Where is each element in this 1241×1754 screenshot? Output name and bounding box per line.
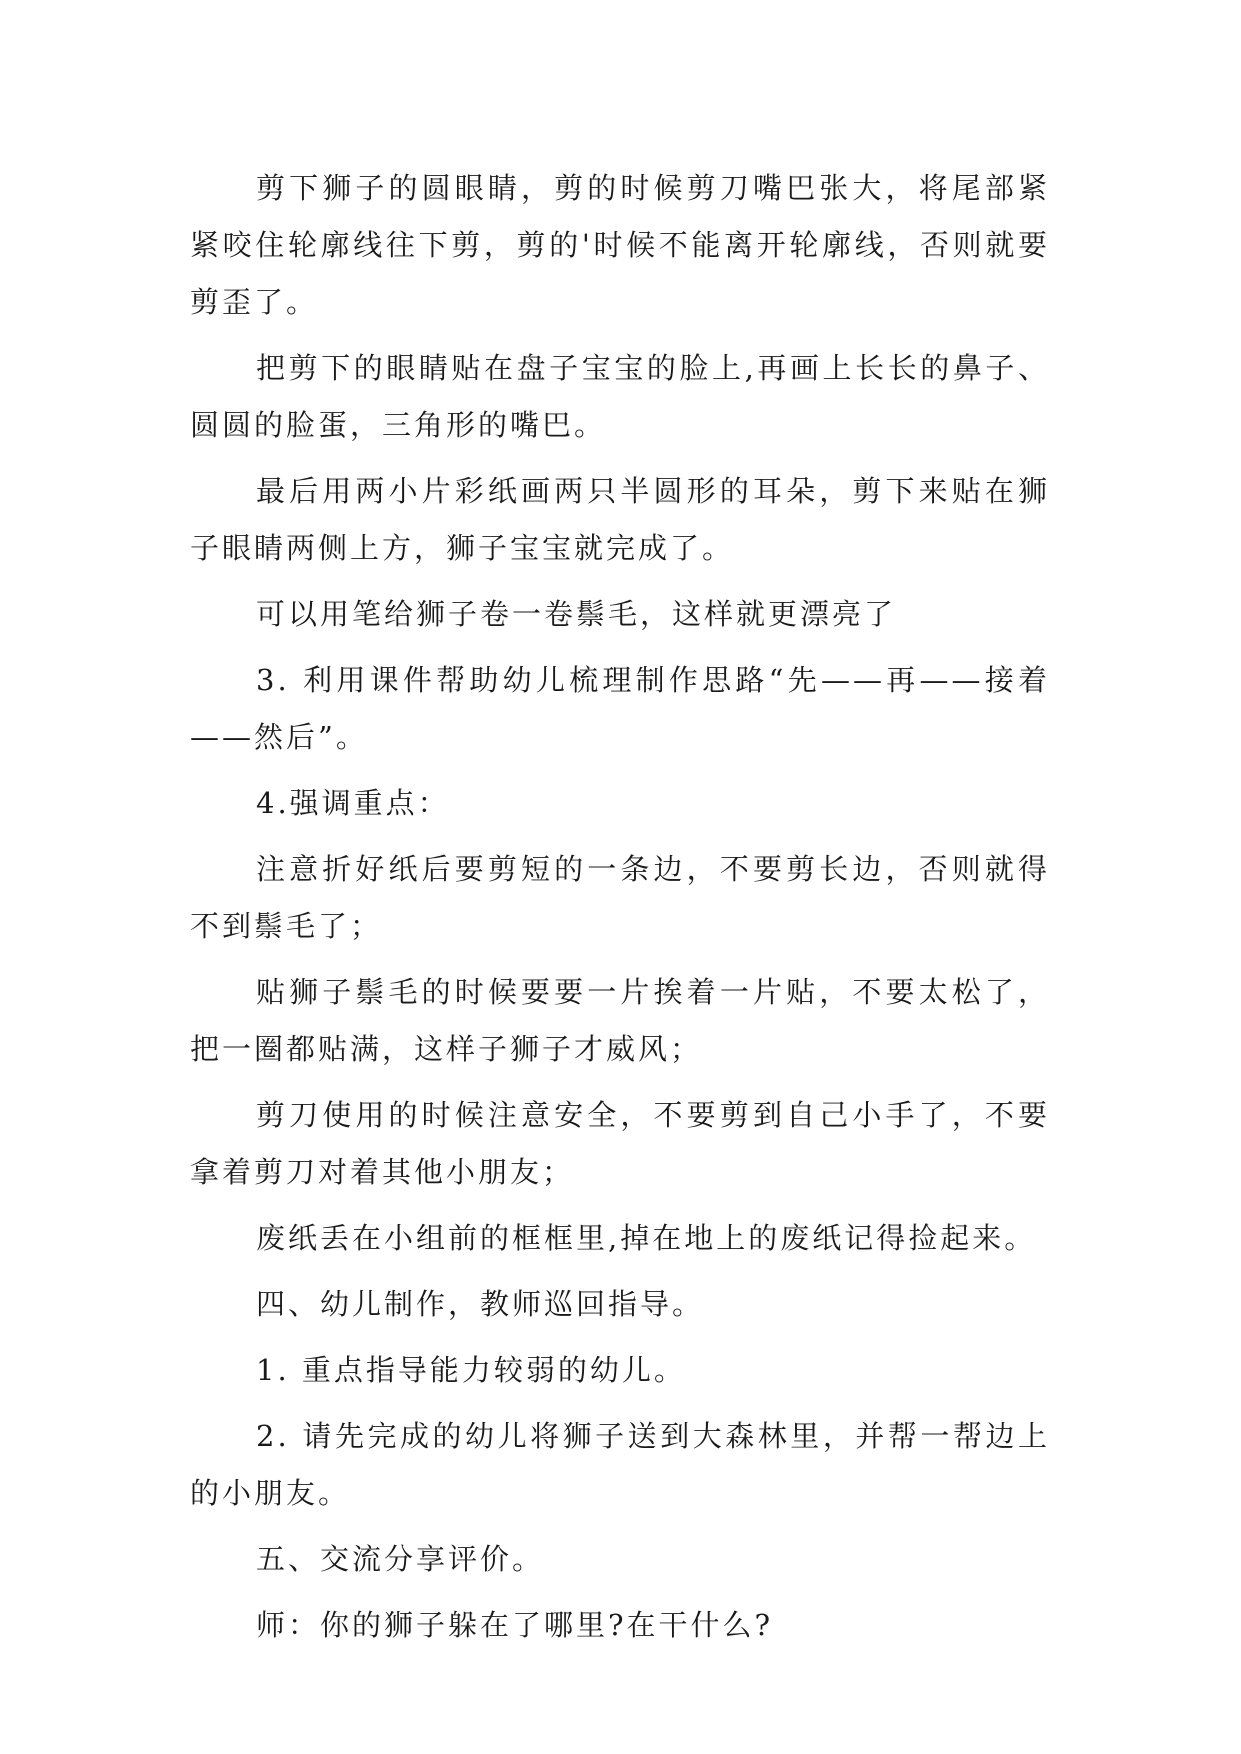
paragraph: 最后用两小片彩纸画两只半圆形的耳朵，剪下来贴在狮子眼睛两侧上方，狮子宝宝就完成了。: [190, 474, 1050, 565]
paragraph: 四、幼儿制作，教师巡回指导。: [256, 1287, 705, 1321]
paragraph: 4.强调重点：: [256, 786, 450, 820]
paragraph: 五、交流分享评价。: [256, 1542, 545, 1576]
paragraph: 可以用笔给狮子卷一卷鬃毛，这样就更漂亮了: [256, 597, 897, 631]
paragraph: 废纸丢在小组前的框框里,掉在地上的废纸记得捡起来。: [256, 1221, 1037, 1255]
paragraph: 师：你的狮子躲在了哪里?在干什么?: [256, 1608, 774, 1642]
paragraph: 1. 重点指导能力较弱的幼儿。: [256, 1353, 686, 1387]
paragraph: 剪刀使用的时候注意安全，不要剪到自己小手了，不要拿着剪刀对着其他小朋友；: [190, 1098, 1050, 1189]
paragraph: 贴狮子鬃毛的时候要要一片挨着一片贴，不要太松了，把一圈都贴满，这样子狮子才威风；: [190, 975, 1050, 1066]
paragraph: 剪下狮子的圆眼睛，剪的时候剪刀嘴巴张大，将尾部紧紧咬住轮廓线往下剪，剪的'时候不能离开轮廓线，否则就要剪歪了。: [190, 171, 1050, 319]
document-body: [190, 160, 1050, 1663]
paragraph: 3. 利用课件帮助幼儿梳理制作思路“先——再——接着——然后”。: [190, 663, 1050, 754]
paragraph: 把剪下的眼睛贴在盘子宝宝的脸上,再画上长长的鼻子、圆圆的脸蛋，三角形的嘴巴。: [190, 351, 1050, 442]
paragraph: 注意折好纸后要剪短的一条边，不要剪长边，否则就得不到鬃毛了；: [190, 852, 1050, 943]
paragraph: 2. 请先完成的幼儿将狮子送到大森林里，并帮一帮边上的小朋友。: [190, 1419, 1050, 1510]
